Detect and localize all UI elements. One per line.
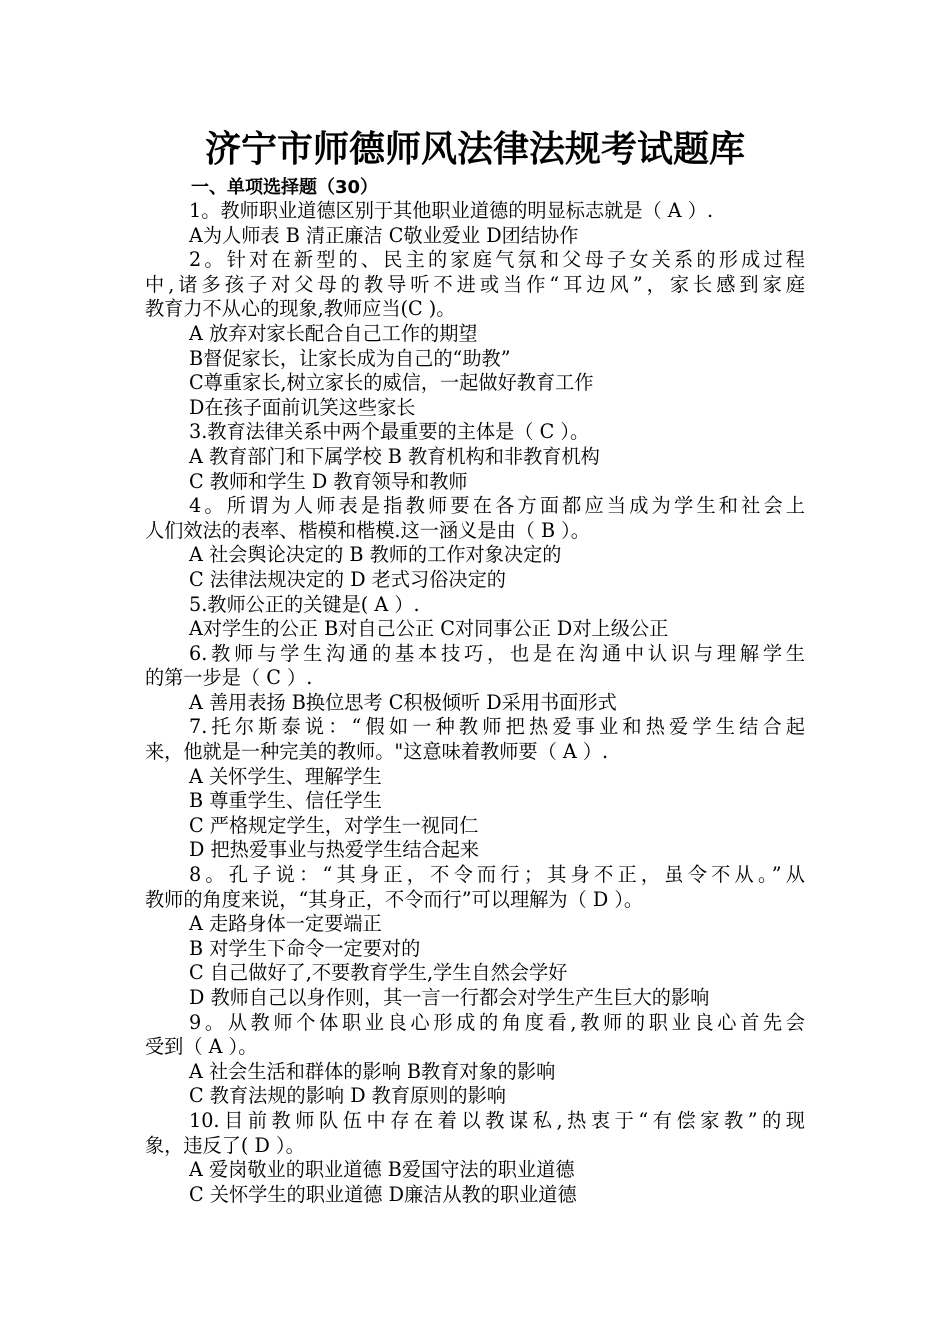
text-line: C 严格规定学生，对学生一视同仁 <box>189 813 479 837</box>
text-line: 9。从教师个体职业良心形成的角度看,教师的职业良心首先会 <box>189 1010 805 1034</box>
text-line: A 社会生活和群体的影响 B教育对象的影响 <box>189 1059 556 1083</box>
text-line: 5.教师公正的关键是( A ）. <box>189 592 420 616</box>
text-line: C 教师和学生 D 教育领导和教师 <box>189 469 468 493</box>
page-title: 济宁市师德师风法律法规考试题库 <box>204 128 745 170</box>
text-line: C 自己做好了,不要教育学生,学生自然会学好 <box>189 961 568 985</box>
text-line: 8。孔子说：“其身正，不令而行；其身不正，虽令不从。”从 <box>189 863 805 887</box>
text-line: 6.教师与学生沟通的基本技巧，也是在沟通中认识与理解学生 <box>189 641 805 665</box>
text-line: B督促家长，让家长成为自己的“助教” <box>189 346 511 370</box>
text-line: 10.目前教师队伍中存在着以教谋私,热衷于“有偿家教”的现 <box>189 1108 805 1132</box>
text-line: D在孩子面前讥笑这些家长 <box>189 395 416 419</box>
text-line: A为人师表 B 清正廉洁 C敬业爱业 D团结协作 <box>189 223 579 247</box>
text-line: C 关怀学生的职业道德 D廉洁从教的职业道德 <box>189 1182 577 1206</box>
text-line: 的第一步是（ C ）. <box>145 666 313 690</box>
text-line: 2。针对在新型的、民主的家庭气氛和父母子女关系的形成过程 <box>189 248 805 272</box>
document-body <box>145 199 805 1207</box>
text-line: A 放弃对家长配合自己工作的期望 <box>189 321 478 345</box>
text-line: 7.托尔斯泰说：“假如一种教师把热爱事业和热爱学生结合起 <box>189 715 805 739</box>
section-heading: 一、单项选择题（30） <box>191 177 379 198</box>
text-line: 人们效法的表率、楷模和楷模.这一涵义是由（ B ）。 <box>145 518 590 542</box>
text-line: 象，违反了( D ）。 <box>145 1133 305 1157</box>
text-line: B 对学生下命令一定要对的 <box>189 936 421 960</box>
text-line: 受到（ A ）。 <box>145 1035 258 1059</box>
text-line: C 法律法规决定的 D 老式习俗决定的 <box>189 567 506 591</box>
text-line: C尊重家长,树立家长的威信，一起做好教育工作 <box>189 371 594 395</box>
text-line: A 关怀学生、理解学生 <box>189 764 382 788</box>
text-line: C 教育法规的影响 D 教育原则的影响 <box>189 1084 506 1108</box>
text-line: A 善用表扬 B换位思考 C积极倾听 D采用书面形式 <box>189 690 617 714</box>
text-line: 4。所谓为人师表是指教师要在各方面都应当成为学生和社会上 <box>189 494 805 518</box>
text-line: 来，他就是一种完美的教师。"这意味着教师要（ A ）. <box>145 740 609 764</box>
text-line: D 把热爱事业与热爱学生结合起来 <box>189 838 480 862</box>
text-line: 中,诸多孩子对父母的教导听不进或当作“耳边风”，家长感到家庭 <box>145 272 805 296</box>
text-line: 3.教育法律关系中两个最重要的主体是（ C ）。 <box>189 420 590 444</box>
text-line: A 爱岗敬业的职业道德 B爱国守法的职业道德 <box>189 1158 575 1182</box>
text-line: D 教师自己以身作则，其一言一行都会对学生产生巨大的影响 <box>189 986 710 1009</box>
text-line: 教师的角度来说，“其身正，不令而行”可以理解为（ D ）。 <box>145 887 644 911</box>
text-line: A 走路身体一定要端正 <box>189 912 382 936</box>
text-line: A 社会舆论决定的 B 教师的工作对象决定的 <box>189 543 562 567</box>
text-line: A对学生的公正 B对自己公正 C对同事公正 D对上级公正 <box>189 617 669 641</box>
text-line: B 尊重学生、信任学生 <box>189 789 382 813</box>
text-line: 教育力不从心的现象,教师应当(C )。 <box>145 297 456 321</box>
text-line: 1。教师职业道德区别于其他职业道德的明显标志就是（ A ）. <box>189 199 714 222</box>
text-line: A 教育部门和下属学校 B 教育机构和非教育机构 <box>189 444 600 468</box>
